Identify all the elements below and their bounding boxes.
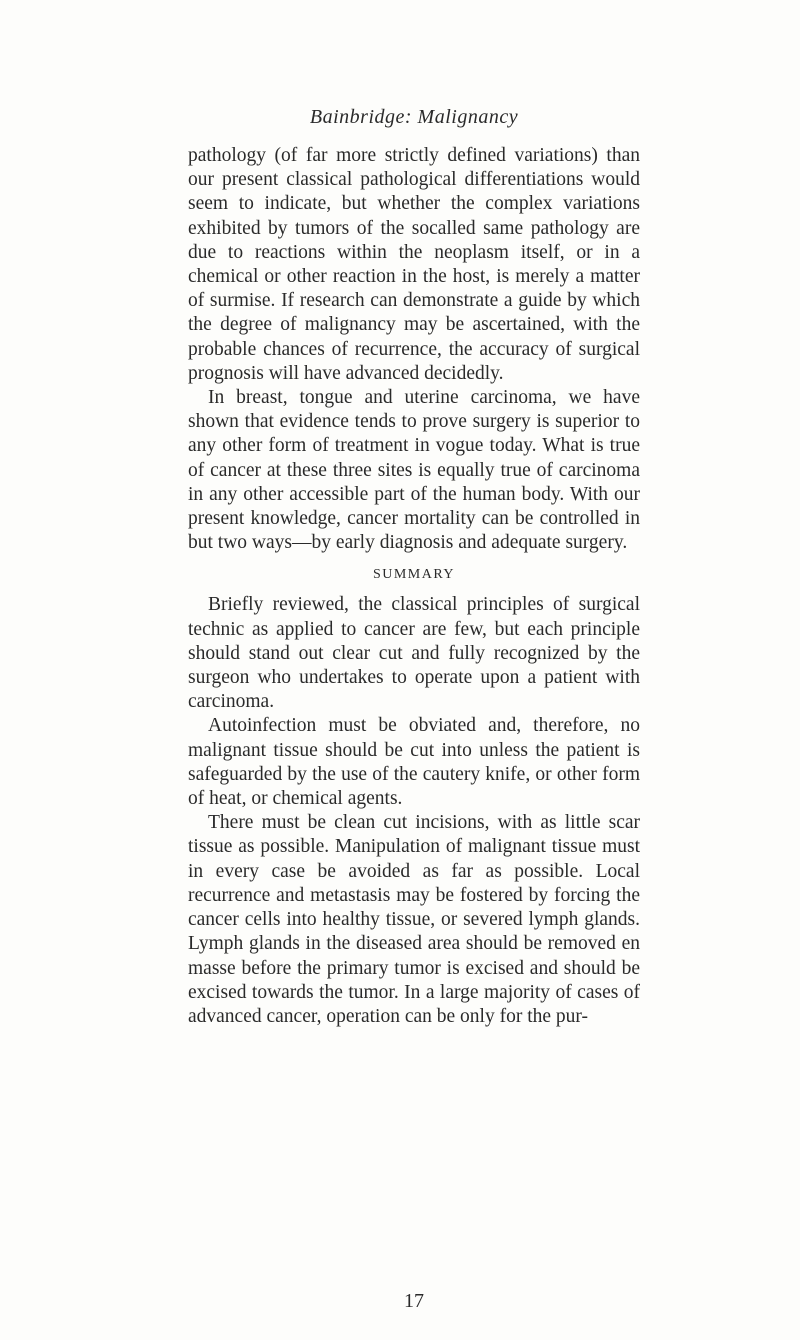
paragraph: Autoinfection must be obviated and, therefore, no malignant tissue should be cut into unless the patient is safeguarded by the use of the cautery knife, or other form of heat, or chemical agents.: [188, 715, 640, 810]
paragraph: In breast, tongue and uterine carcinoma, we have shown that evidence tends to prove surgery is superior to any other form of treatment in vogue today. What is true of cancer at these three sites is equally true of carcinoma in any other accessible part of the human body. With our present knowledge, cancer mortality can be controlled in but two ways—by early diagnosis and adequate surgery.: [188, 387, 640, 554]
body-text: [188, 144, 640, 1029]
paragraph: There must be clean cut incisions, with as little scar tissue as possible. Manipulation of malignant tissue must in every case be avoided as far as possible. Local recurrence and metastasis may be fostered by forcing the cancer cells into healthy tissue, or severed lymph glands. Lymph glands in the diseased area should be removed en masse before the primary tumor is excised and should be excised towards the tumor. In a large majority of cases of advanced cancer, operation can be only for the pur-: [188, 812, 640, 1027]
page-number: 17: [404, 1290, 424, 1312]
section-heading: SUMMARY: [372, 567, 456, 583]
paragraph: Briefly reviewed, the classical principles of surgical technic as applied to cancer are few, but each principle should stand out clear cut and fully recognized by the surgeon who undertakes to operate upon a patient with carcinoma.: [188, 594, 640, 713]
paragraph: pathology (of far more strictly defined variations) than our present classical pathological differentiations would seem to indicate, but whether the complex variations exhibited by tumors of the socalled same pathology are due to reactions within the neoplasm itself, or in a chemical or other reaction in the host, is merely a matter of surmise. If research can demonstrate a guide by which the degree of malignancy may be ascertained, with the probable chances of recurrence, the accuracy of surgical prognosis will have advanced decidedly.: [188, 145, 640, 384]
running-head: Bainbridge: Malignancy: [309, 106, 519, 128]
